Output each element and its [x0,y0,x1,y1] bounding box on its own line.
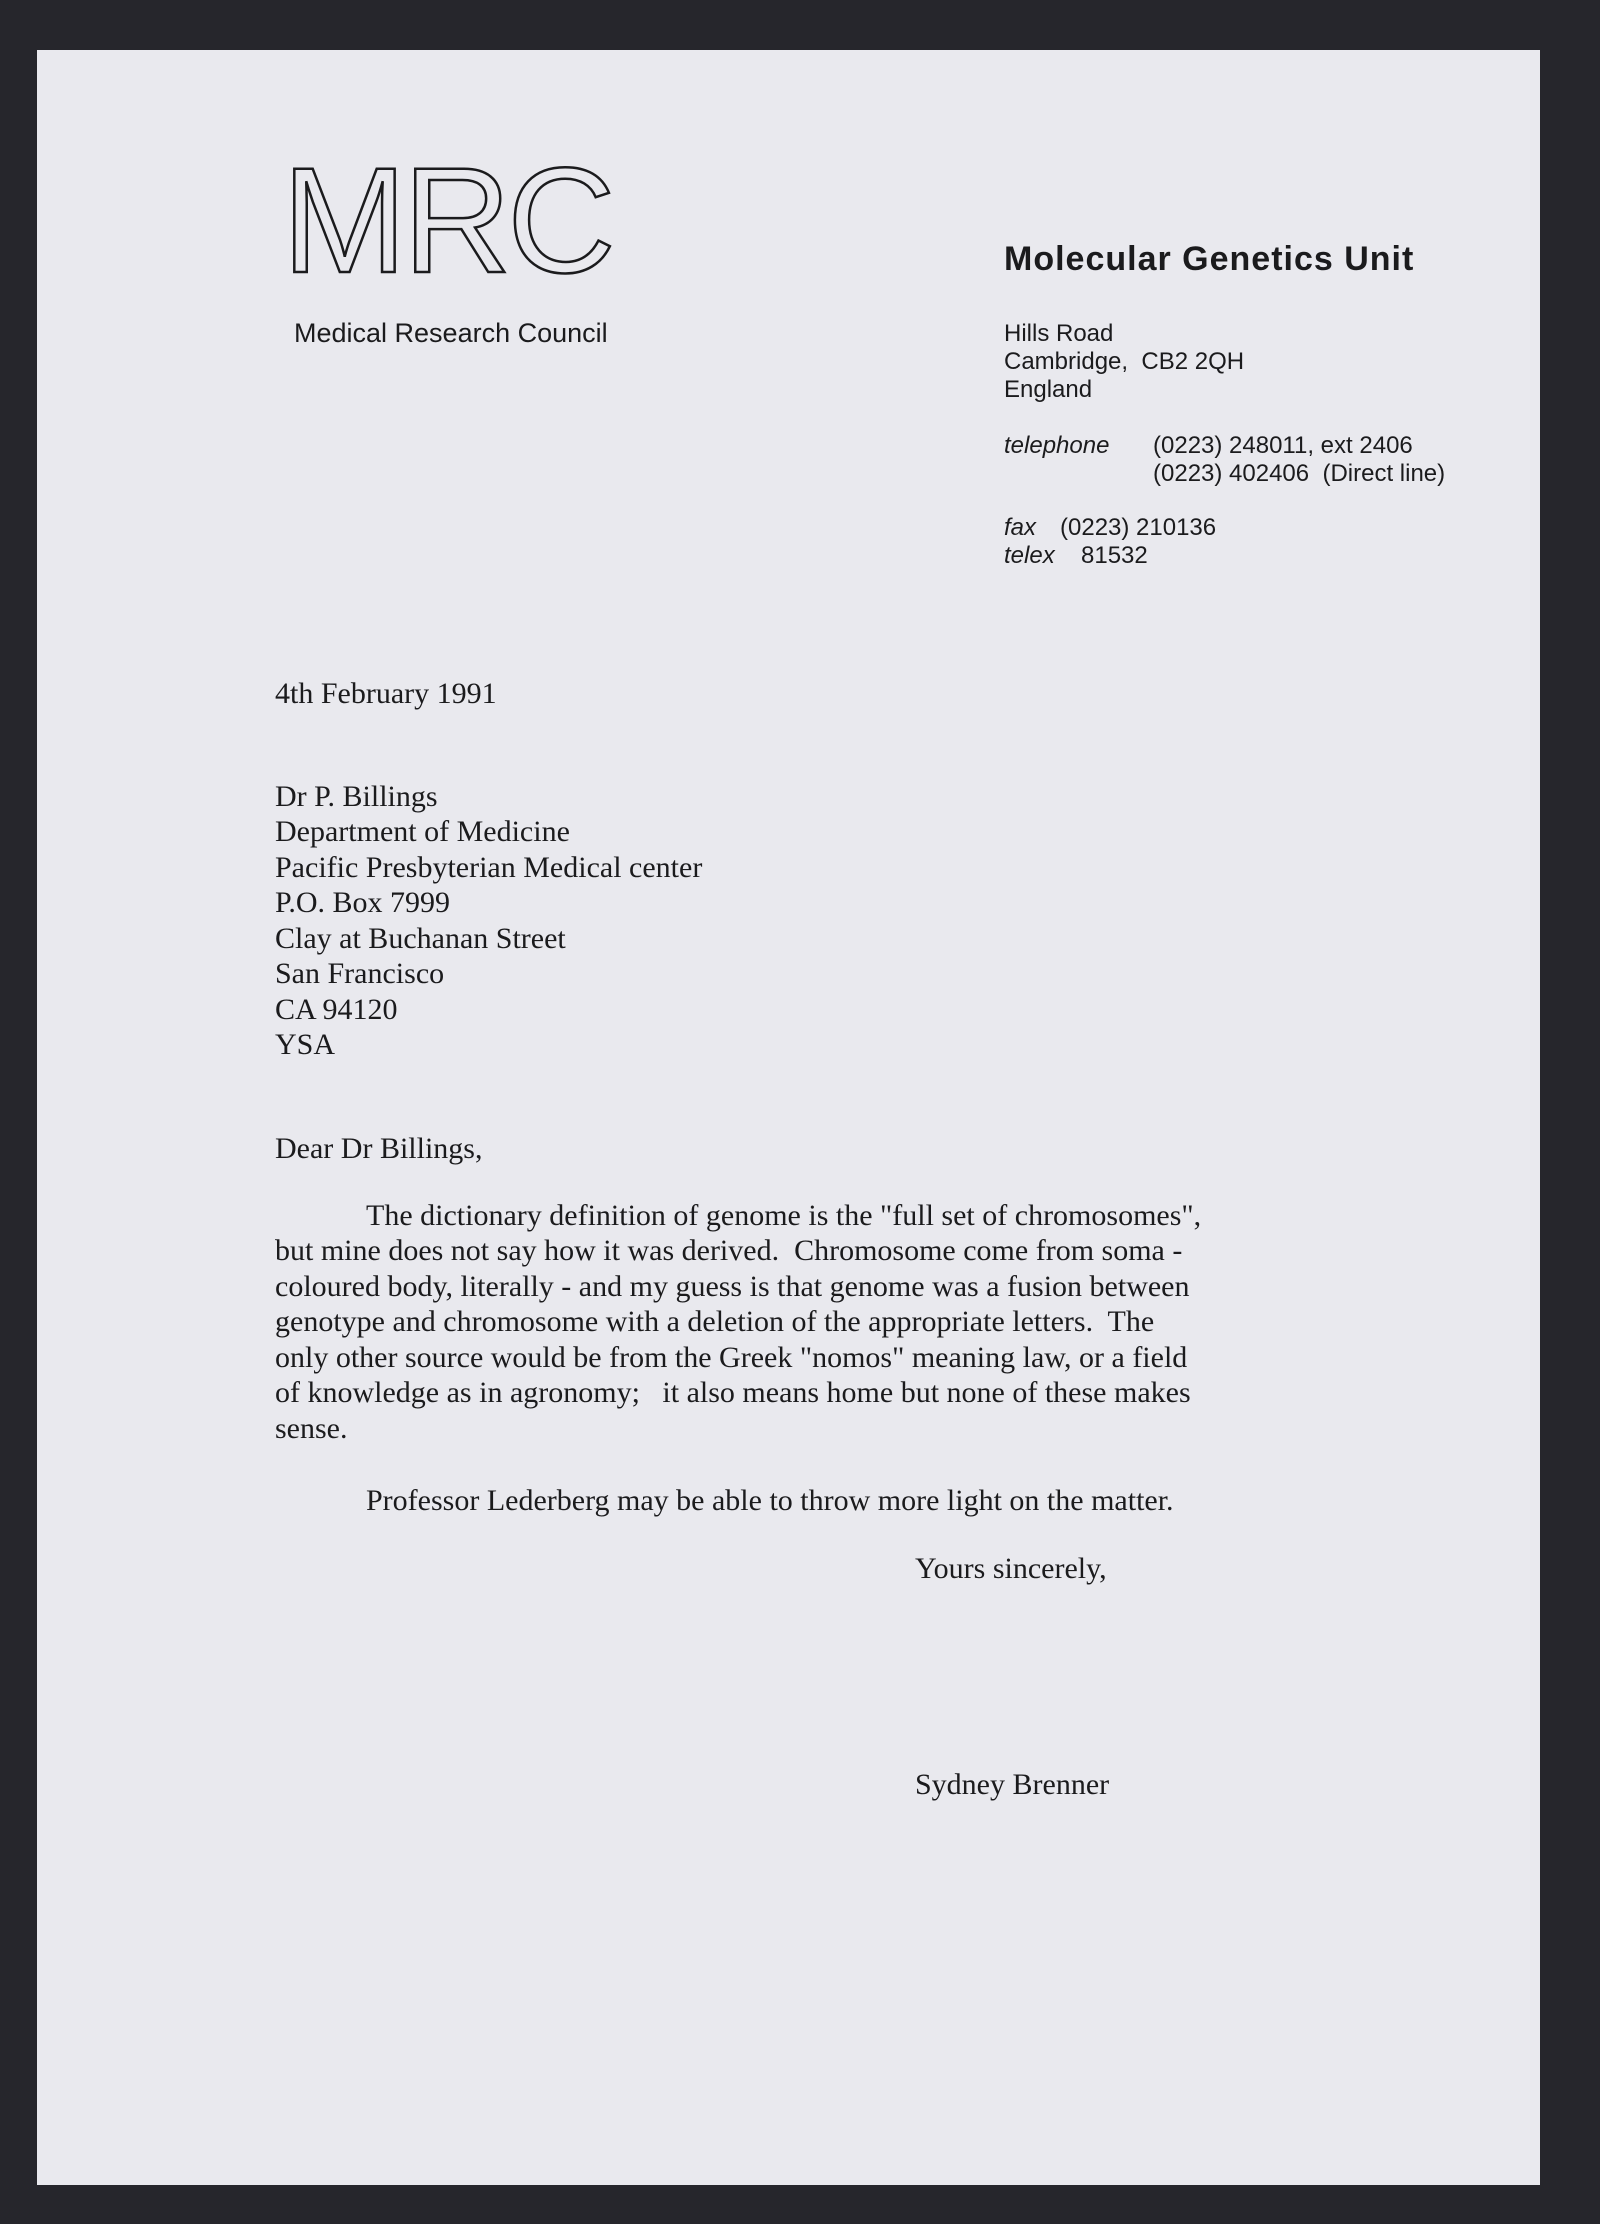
recipient-line: Dr P. Billings [275,780,438,813]
organization-name: Medical Research Council [294,318,608,348]
body-line: coloured body, literally - and my guess is that genome was a fusion between [275,1270,1190,1303]
address-line: Hills Road [1004,320,1114,347]
body-line: sense. [275,1412,348,1445]
body-line: of knowledge as in agronomy; it also means home but none of these makes [275,1376,1191,1409]
letter-date: 4th February 1991 [275,677,497,710]
recipient-line: CA 94120 [275,993,398,1026]
recipient-line: P.O. Box 7999 [275,886,451,919]
body-paragraph: Professor Lederberg may be able to throw more light on the matter. [366,1484,1174,1517]
address-line: England [1004,376,1093,403]
unit-name: Molecular Genetics Unit [1004,240,1415,278]
body-line: The dictionary definition of genome is the "full set of chromosomes", [366,1199,1202,1232]
mrc-logo [282,152,642,282]
body-line: but mine does not say how it was derived. Chromosome come from soma - [275,1234,1183,1267]
fax-number: (0223) 210136 [1060,514,1217,541]
closing: Yours sincerely, [915,1552,1107,1585]
telex-number: 81532 [1081,542,1148,569]
recipient-line: Department of Medicine [275,815,570,848]
telephone-number: (0223) 248011, ext 2406 [1153,432,1413,459]
address-line: Cambridge, CB2 2QH [1004,348,1245,375]
recipient-line: San Francisco [275,957,445,990]
signatory-name: Sydney Brenner [915,1768,1110,1801]
letter-page [37,50,1540,2185]
recipient-line: Pacific Presbyterian Medical center [275,851,703,884]
recipient-line: Clay at Buchanan Street [275,922,566,955]
body-line: genotype and chromosome with a deletion of the appropriate letters. The [275,1305,1155,1338]
telex-label: telex [1004,542,1055,569]
telephone-number: (0223) 402406 (Direct line) [1153,460,1446,487]
body-line: only other source would be from the Greek "nomos" meaning law, or a field [275,1341,1188,1374]
salutation: Dear Dr Billings, [275,1132,483,1165]
telephone-label: telephone [1004,432,1110,459]
recipient-line: YSA [275,1028,336,1061]
fax-label: fax [1004,514,1037,541]
svg-text:MRC: MRC [282,152,612,282]
